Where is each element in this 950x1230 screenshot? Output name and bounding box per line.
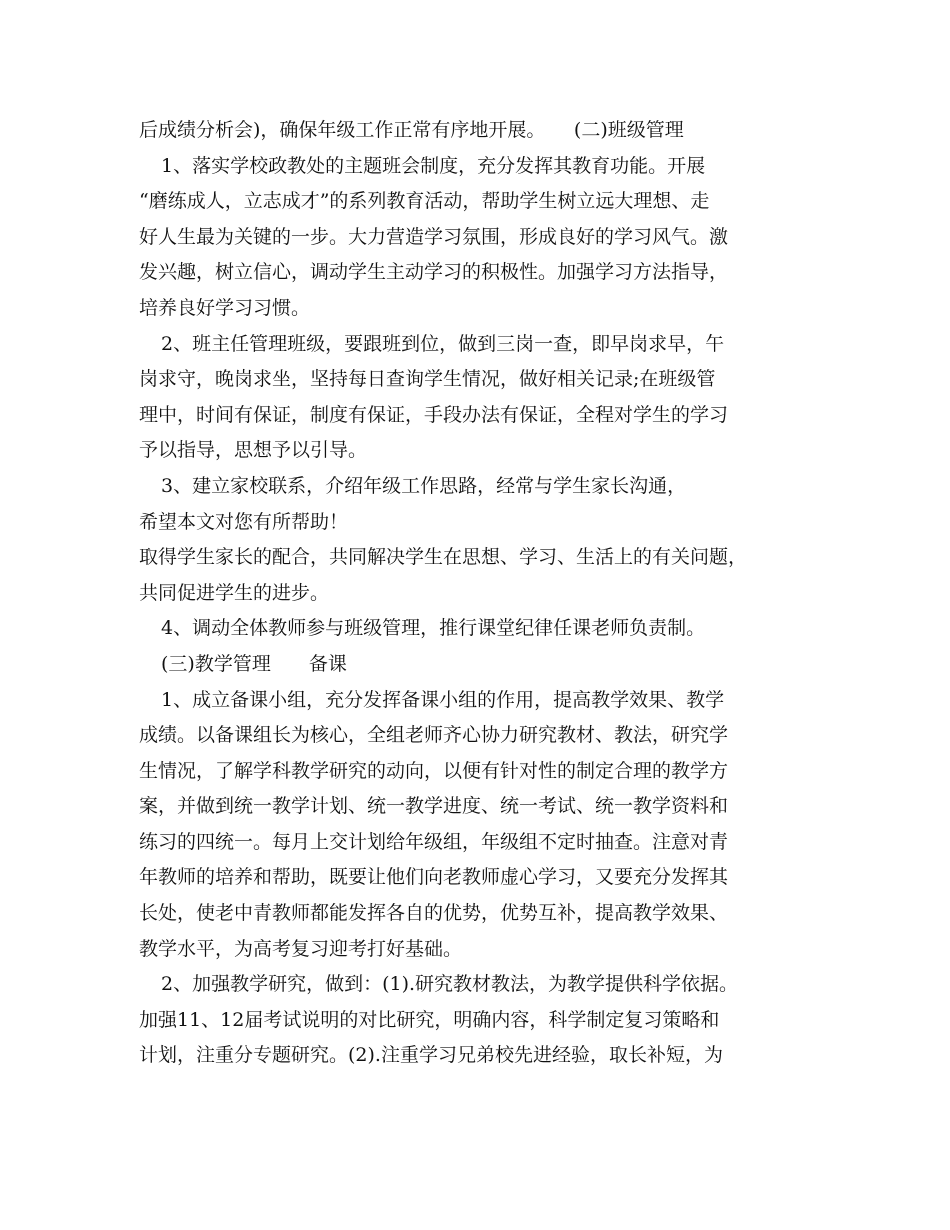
text-line: 取得学生家长的配合，共同解决学生在思想、学习、生活上的有关问题，: [139, 546, 748, 569]
text-line: 岗求守，晚岗求坐，坚持每日查询学生情况，做好相关记录;在班级管: [139, 368, 716, 391]
text-line: 1、成立备课小组，充分发挥备课小组的作用，提高教学效果、教学: [161, 688, 725, 711]
text-line: 4、调动全体教师参与班级管理，推行课堂纪律任课老师负责制。: [161, 617, 706, 640]
text-line: 发兴趣，树立信心，调动学生主动学习的积极性。加强学习方法指导，: [139, 261, 729, 284]
text-line: (三)教学管理 备课: [161, 652, 347, 675]
text-line: 共同促进学生的进步。: [139, 581, 330, 604]
text-line: 予以指导，思想予以引导。: [139, 439, 368, 462]
text-line: 2、加强教学研究，做到：(1).研究教材教法，为教学提供科学依据。: [161, 973, 739, 996]
text-line: 案，并做到统一教学计划、统一教学进度、统一考试、统一教学资料和: [139, 795, 729, 818]
text-line: 生情况，了解学科教学研究的动向，以便有针对性的制定合理的教学方: [139, 759, 729, 782]
text-line: 1、落实学校政教处的主题班会制度，充分发挥其教育功能。开展: [161, 154, 706, 177]
text-line: 2、班主任管理班级，要跟班到位，做到三岗一查，即早岗求早，午: [161, 332, 725, 355]
text-line: 3、建立家校联系，介绍年级工作思路，经常与学生家长沟通，: [161, 474, 687, 497]
text-line: 练习的四统一。每月上交计划给年级组，年级组不定时抽查。注意对青: [139, 830, 729, 853]
document-body: [139, 113, 829, 1074]
text-line: 培养良好学习习惯。: [139, 296, 311, 319]
text-line: 年教师的培养和帮助，既要让他们向老教师虚心学习，又要充分发挥其: [139, 866, 729, 889]
text-line: 教学水平，为高考复习迎考打好基础。: [139, 937, 463, 960]
text-line: 加强11、12届考试说明的对比研究，明确内容，科学制定复习策略和: [139, 1008, 720, 1031]
text-line: 希望本文对您有所帮助！: [139, 510, 349, 533]
text-line: 计划，注重分专题研究。(2).注重学习兄弟校先进经验，取长补短，为: [139, 1044, 723, 1067]
text-line: 好人生最为关键的一步。大力营造学习氛围，形成良好的学习风气。激: [139, 225, 729, 248]
text-line: 理中，时间有保证，制度有保证，手段办法有保证，全程对学生的学习: [139, 403, 729, 426]
text-line: 长处，使老中青教师都能发挥各自的优势，优势互补，提高教学效果、: [139, 902, 729, 925]
text-line: 后成绩分析会)，确保年级工作正常有序地开展。 (二)班级管理: [139, 119, 684, 141]
text-line: 成绩。以备课组长为核心，全组老师齐心协力研究教材、教法，研究学: [139, 724, 729, 747]
text-line: “磨练成人，立志成才”的系列教育活动，帮助学生树立远大理想、走: [139, 190, 710, 213]
